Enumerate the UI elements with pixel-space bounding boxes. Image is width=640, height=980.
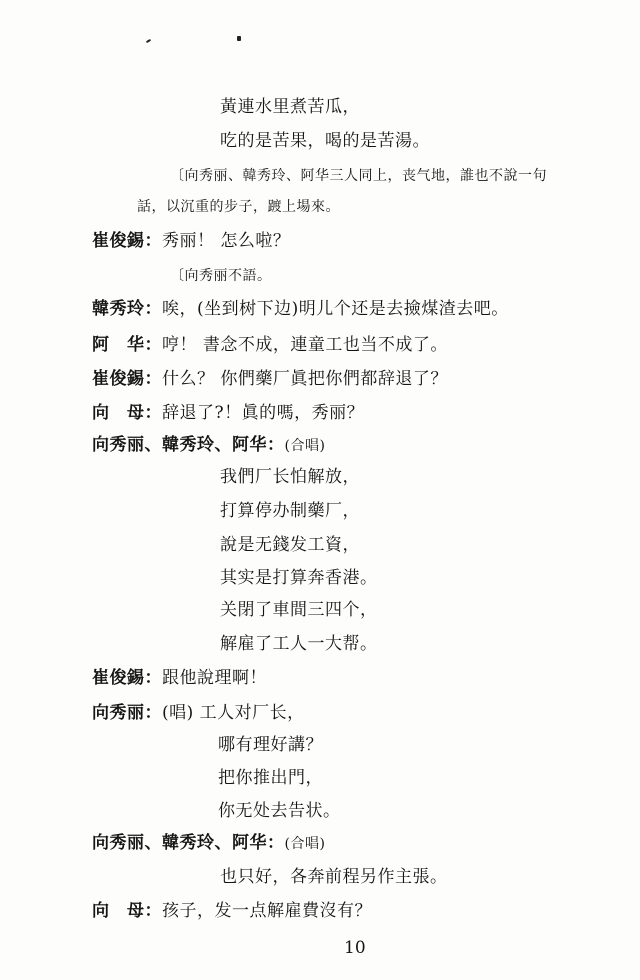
lyric-line: 吃的是苦果，喝的是苦湯。 (220, 131, 430, 151)
dialogue-line (92, 230, 290, 252)
dialogue-line (92, 434, 325, 457)
speaker-name: 阿 华： (92, 335, 162, 355)
page-number: 10 (344, 938, 366, 958)
speaker-name: 崔俊錫： (92, 369, 162, 389)
dialogue-line (92, 702, 305, 724)
lyric-line: 你无处去告状。 (218, 801, 341, 821)
speaker-name: 向秀丽、韓秀玲、阿华： (92, 435, 285, 455)
speaker-name: 向秀丽： (92, 703, 162, 723)
lyric-line: 說是无錢发工資， (220, 535, 360, 555)
dialogue-text: 孩子，发一点解雇費沒有？ (162, 901, 372, 921)
stage-direction: 〔向秀丽不語。 (170, 268, 272, 284)
dialogue-text: (唱) 工人对厂长， (162, 703, 305, 723)
dialogue-line (92, 667, 267, 689)
speaker-name: 向 母： (92, 403, 162, 423)
dialogue-text: 什么？ 你們藥厂眞把你們都辞退了？ (162, 369, 448, 389)
dialogue-line (92, 298, 509, 320)
dialogue-line (92, 832, 325, 855)
lyric-line: 解雇了工人一大帮。 (220, 634, 378, 654)
dialogue-text: (合唱) (284, 438, 326, 454)
dialogue-text: 跟他說理啊！ (162, 668, 267, 688)
speaker-name: 崔俊錫： (92, 231, 162, 251)
dialogue-text: (合唱) (284, 836, 326, 852)
speaker-name: 向秀丽、韓秀玲、阿华： (92, 833, 285, 853)
stage-direction: 話，以沉重的步子，踱上場來。 (137, 199, 340, 215)
speaker-name: 崔俊錫： (92, 668, 162, 688)
lyric-line: 把你推出門， (218, 768, 323, 788)
lyric-line: 黃連水里煮苦瓜， (220, 97, 360, 117)
ink-speck (237, 36, 241, 41)
lyric-line: 哪有理好講？ (218, 735, 323, 755)
lyric-line: 关閉了車間三四个， (220, 600, 378, 620)
lyric-line: 我們厂长怕解放， (220, 467, 360, 487)
dialogue-text: 秀丽！ 怎么啦？ (162, 231, 291, 251)
stage-direction: 〔向秀丽、韓秀玲、阿华三人同上，丧气地，誰也不說一句 (170, 168, 547, 184)
lyric-line: 打算停办制藥厂， (220, 501, 360, 521)
dialogue-line (92, 368, 448, 390)
lyric-line: 其实是打算奔香港。 (220, 568, 378, 588)
dialogue-text: 辞退了?！眞的嗎，秀丽？ (162, 403, 365, 423)
ink-speck (146, 39, 151, 43)
dialogue-line (92, 334, 448, 356)
dialogue-text: 唉，(坐到树下边)明儿个还是去撿煤渣去吧。 (162, 299, 509, 319)
dialogue-line (92, 402, 364, 424)
lyric-line: 也只好，各奔前程另作主張。 (220, 867, 448, 887)
speaker-name: 韓秀玲： (92, 299, 162, 319)
speaker-name: 向 母： (92, 901, 162, 921)
dialogue-line (92, 900, 372, 922)
dialogue-text: 哼！ 書念不成，連童工也当不成了。 (162, 335, 448, 355)
